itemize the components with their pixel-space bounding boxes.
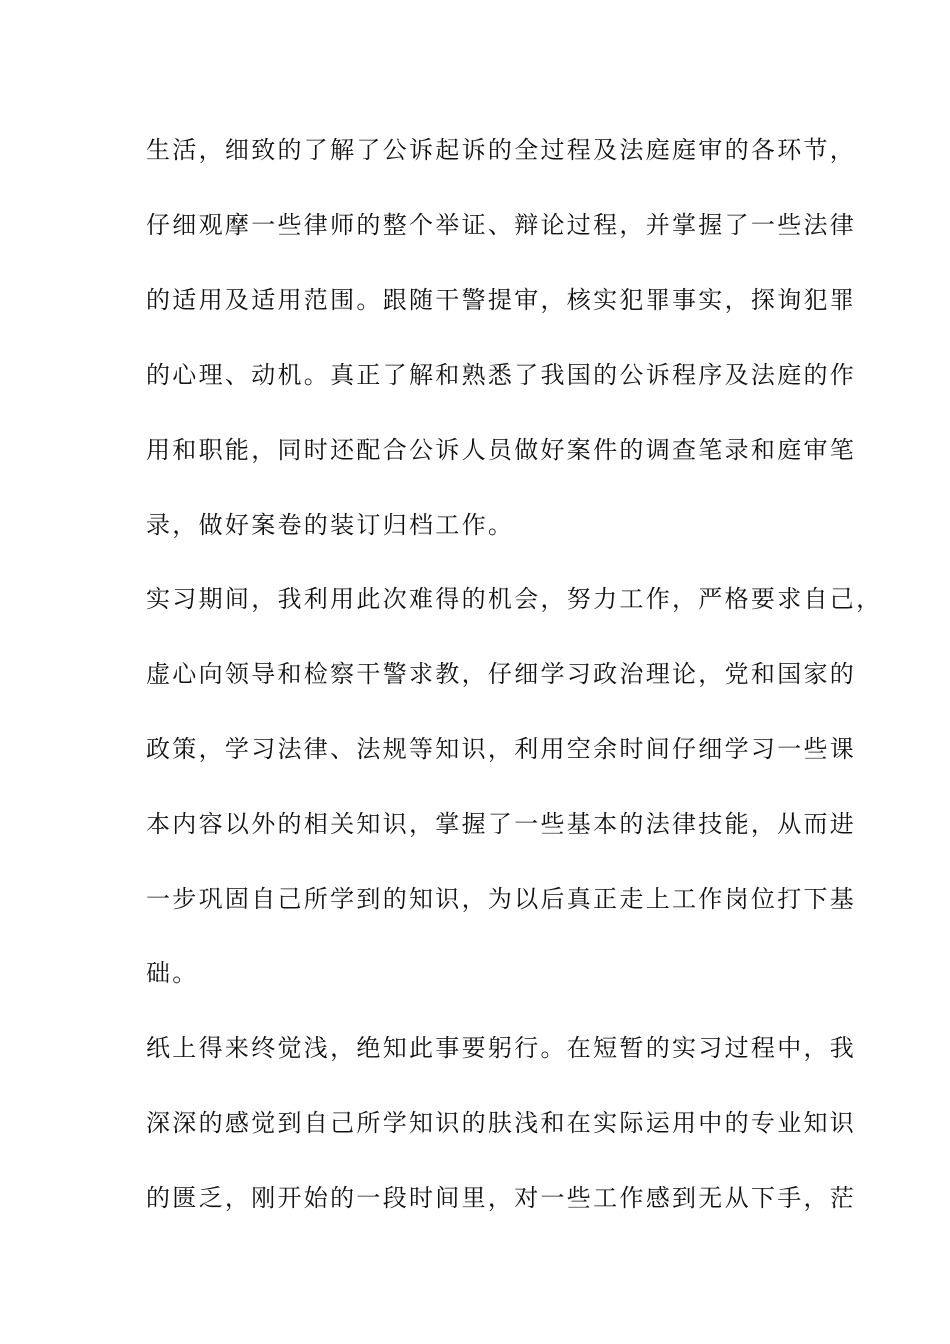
text-line: 政策，学习法律、法规等知识，利用空余时间仔细学习一些课 (146, 735, 857, 763)
text-line: 生活，细致的了解了公诉起诉的全过程及法庭庭审的各环节， (146, 136, 857, 164)
text-line: 的心理、动机。真正了解和熟悉了我国的公诉程序及法庭的作 (146, 361, 857, 389)
text-line: 仔细观摩一些律师的整个举证、辩论过程，并掌握了一些法律 (146, 211, 857, 239)
text-line: 纸上得来终觉浅，绝知此事要躬行。在短暂的实习过程中，我 (146, 1034, 857, 1062)
text-line: 的适用及适用范围。跟随干警提审，核实犯罪事实，探询犯罪 (146, 286, 857, 314)
text-line: 一步巩固自己所学到的知识，为以后真正走上工作岗位打下基 (146, 885, 857, 913)
text-line: 本内容以外的相关知识，掌握了一些基本的法律技能，从而进 (146, 810, 857, 838)
text-line: 虚心向领导和检察干警求教，仔细学习政治理论，党和国家的 (146, 660, 857, 688)
text-line: 实习期间，我利用此次难得的机会，努力工作，严格要求自己， (146, 585, 883, 613)
text-line: 础。 (146, 959, 199, 987)
text-line: 深深的感觉到自己所学知识的肤浅和在实际运用中的专业知识 (146, 1109, 857, 1137)
text-line: 用和职能，同时还配合公诉人员做好案件的调查笔录和庭审笔 (146, 436, 857, 464)
text-line: 的匮乏，刚开始的一段时间里，对一些工作感到无从下手，茫 (146, 1184, 857, 1212)
text-line: 录，做好案卷的装订归档工作。 (146, 511, 515, 539)
